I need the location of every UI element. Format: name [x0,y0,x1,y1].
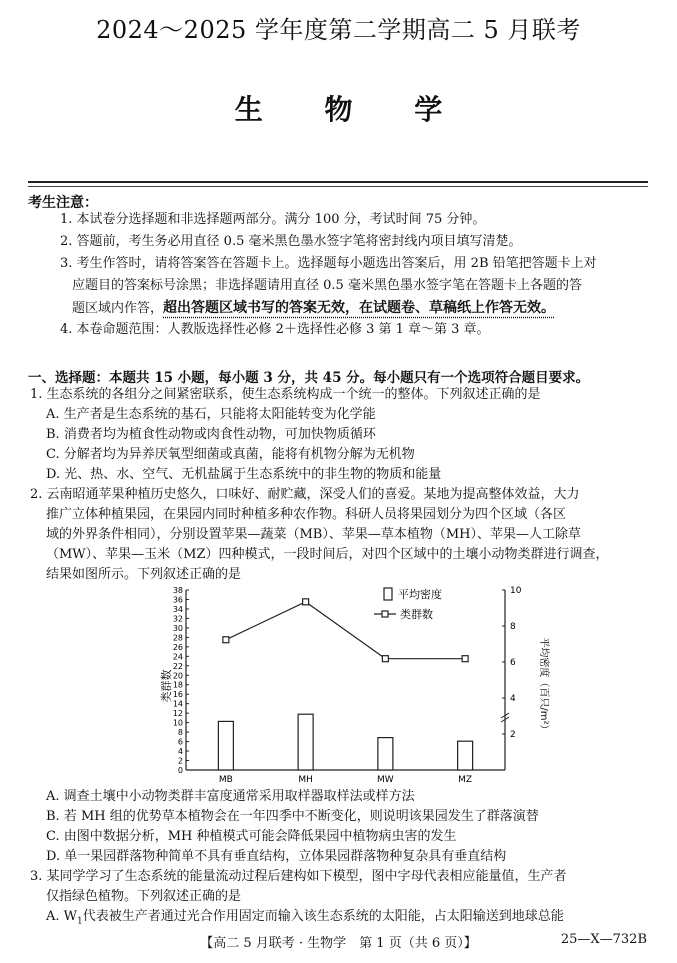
chart-tick-label-left: 8 [177,728,183,738]
q1-stem: 1. 生态系统的各组分之间紧密联系，使生态系统构成一个统一的整体。下列叙述正确的是 [30,387,541,402]
chart-tick-label-left: 0 [177,766,183,775]
q2-stem-line-4: （MW）、苹果—玉米（MZ）四种模式，一段时间后，对四个区域中的土壤小动物类群进行调查， [46,547,609,562]
legend-line-label: 类群数 [400,608,433,621]
q2-option-d: D. 单一果园群落物种简单不具有垂直结构，立体果园群落物种复杂具有垂直结构 [46,849,507,864]
chart-tick-label-left: 6 [177,737,183,747]
chart-tick-label-left: 2 [177,756,183,766]
q3-stem-line-2: 仅指绿色植物。下列叙述正确的是 [46,889,242,904]
exam-title: 2024～2025 学年度第二学期高二 5 月联考 [96,16,581,44]
q2-option-b: B. 若 MH 组的优势草本植物会在一年四季中不断变化，则说明该果园发生了群落演替 [46,809,539,824]
q2-chart [160,582,560,788]
chart-tick-label-right: 10 [510,586,522,596]
chart-tick-label-left: 20 [172,671,183,681]
paper-code: 25—X—732B [560,932,647,947]
chart-bar [298,714,313,770]
section-heading: 一、选择题：本题共 15 小题，每小题 3 分，共 45 分。每小题只有一个选项符合题目要求。 [28,370,590,386]
chart-category-label: MB [218,775,233,785]
chart-line-point [382,656,388,662]
notice-item-2: 2. 答题前，考生务必用直径 0.5 毫米黑色墨水签字笔将密封线内项目填写清楚。 [60,234,522,249]
chart-tick-label-left: 24 [172,652,183,662]
q2-stem-line-3: 域的外界条件相同），分别设置苹果—蔬菜（MB）、苹果—草本植物（MH）、苹果—人工除草 [46,527,582,542]
chart-tick-label-right: 2 [510,730,516,740]
q1-option-c: C. 分解者均为异养厌氧型细菌或真菌，能将有机物分解为无机物 [46,447,415,462]
chart-line-point [223,637,229,643]
chart-ylabel-right: 平均密度（百只/m²） [538,637,549,735]
q3-option-a [46,906,564,933]
q1-option-b: B. 消费者均为植食性动物或肉食性动物，可加快物质循环 [46,427,376,442]
q2-stem-line-2: 推广立体种植果园，在果园内同时种植多种农作物。科研人员将果园划分为四个区域（各区 [46,507,567,522]
chart-tick-label-left: 32 [172,614,183,624]
q3-stem-line-1: 3. 某同学学习了生态系统的能量流动过程后建构如下模型，图中字母代表相应能量值，生产者 [30,869,567,884]
chart-bar [458,741,473,770]
chart-tick-label-right: 8 [510,622,516,632]
notice-item-4: 4. 本卷命题范围：人教版选择性必修 2＋选择性必修 3 第 1 章～第 3 章。 [60,322,490,337]
legend-line-marker [382,611,388,617]
q2-stem-line-5: 结果如图所示。下列叙述正确的是 [46,567,242,582]
chart-category-label: MW [377,775,394,785]
notice-item-3-line2: 应题目的答案标号涂黑；非选择题请用直径 0.5 毫米黑色墨水签字笔在答题卡上各题的答 [72,278,582,293]
notice-item-3-prefix: 题区域内作答， [72,301,164,316]
chart-tick-label-left: 16 [172,690,183,700]
page-footer: 【高二 5 月联考 · 生物学 第 1 页（共 6 页）】 [200,936,477,951]
chart-tick-label-left: 14 [172,699,183,709]
chart-tick-label-left: 34 [172,604,183,614]
notice-emphasis: 超出答题区域书写的答案无效，在试题卷、草稿纸上作答无效。 [163,300,556,316]
chart-category-label: MH [298,775,313,785]
header-rule-thick [28,181,648,183]
chart-bar [378,738,393,770]
chart-tick-label-right: 6 [510,658,516,668]
q3-option-a-prefix: A. W [46,909,78,924]
chart-tick-label-left: 38 [172,586,183,595]
chart-tick-label-left: 18 [172,680,183,690]
subject-title: 生 物 学 [234,93,469,126]
q2-option-c: C. 由图中数据分析，MH 种植模式可能会降低果园中植物病虫害的发生 [46,829,457,844]
notice-item-3-line3 [72,297,555,320]
chart-tick-label-left: 28 [172,633,183,643]
chart-tick-label-left: 36 [172,595,183,605]
q1-option-d: D. 光、热、水、空气、无机盐属于生态系统中的非生物的物质和能量 [46,467,442,482]
q2-stem-line-1: 2. 云南昭通苹果种植历史悠久，口味好、耐贮藏，深受人们的喜爱。某地为提高整体效益，大力 [30,487,580,502]
chart-tick-label-left: 22 [172,661,183,671]
legend-bar-label: 平均密度 [398,588,442,601]
chart-bar [218,721,233,770]
chart-category-label: MZ [458,775,473,785]
chart-ylabel-left: 类群数 [160,669,173,703]
chart-tick-label-left: 26 [172,642,183,652]
chart-line-point [303,599,309,605]
notice-item-3: 3. 考生作答时，请将答案答在答题卡上。选择题每小题选出答案后，用 2B 铅笔把答题卡上对 [60,256,597,271]
legend-bar-swatch [384,588,392,600]
q3-option-a-subscript: 1 [77,916,83,927]
header-rule-thin [28,186,648,187]
q1-option-a: A. 生产者是生态系统的基石，只能将太阳能转变为化学能 [46,407,376,422]
q2-option-a: A. 调查土壤中小动物类群丰富度通常采用取样器取样法或样方法 [46,789,415,804]
q3-option-a-text: 代表被生产者通过光合作用固定而输入该生态系统的太阳能，占太阳输送到地球总能 [82,909,564,924]
notice-item-1: 1. 本试卷分选择题和非选择题两部分。满分 100 分，考试时间 75 分钟。 [60,212,486,227]
chart-tick-label-left: 12 [172,709,183,719]
chart-tick-label-left: 30 [172,623,183,633]
chart-tick-label-right: 4 [510,694,516,704]
chart-tick-label-left: 4 [177,747,183,757]
chart-tick-label-left: 10 [172,718,183,728]
notice-heading: 考生注意： [28,195,98,211]
chart-line-point [462,656,468,662]
